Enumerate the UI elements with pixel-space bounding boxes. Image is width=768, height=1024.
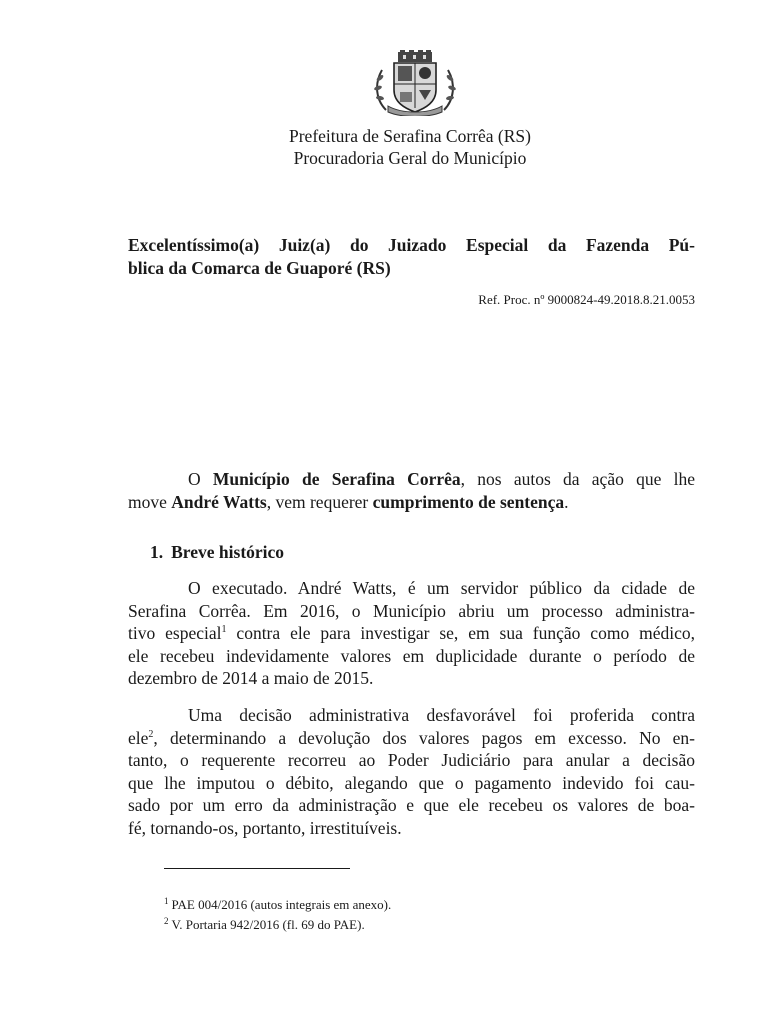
header-municipality: Prefeitura de Serafina Corrêa (RS) <box>289 126 531 146</box>
footnote-1: $^1$ PAE 004/2016 (autos integrais em anexo). <box>164 895 392 912</box>
header-department: Procuradoria Geral do Município <box>293 148 527 168</box>
footnote-separator <box>164 868 350 869</box>
intro-paragraph <box>128 468 695 513</box>
municipal-coat-of-arms-icon <box>372 50 458 116</box>
history-paragraph-2: Uma decisão administrativa desfavorável foi proferida contra ele$^2$, determinando a devolução dos valores pagos em excesso. No en- tanto, o requerente recorreu ao Poder Judiciário para anular a decisão que lhe imputou o débito, alegando que o pagamento indevido foi cau- sado por um erro da administração e que ele recebeu os valores de boa- fé, tornando-os, portanto, irrestituíveis. <box>128 705 695 838</box>
history-paragraph-1: O executado. André Watts, é um servidor público da cidade de Serafina Corrêa. Em 2016, o Município abriu um processo administra- tivo especial$^1$ contra ele para investigar se, em sua função como médico, ele recebeu indevidamente valores em duplicidade durante o período de dezembro de 2014 a maio de 2015. <box>128 578 695 688</box>
process-reference: Ref. Proc. nº 9000824-49.2018.8.21.0053 <box>478 292 695 307</box>
section-title: Breve histórico <box>171 542 285 562</box>
addressee-line-1: Excelentíssimo(a) Juiz(a) do Juizado Especial da Fazenda Pú- <box>128 235 695 255</box>
party-defendant: André Watts <box>171 491 267 512</box>
party-municipality: Município de Serafina Corrêa <box>212 469 461 489</box>
section-number: 1. <box>150 542 164 562</box>
intro-line-1: O Município de Serafina Corrêa, nos autos da ação que lhe <box>188 469 696 489</box>
intro-line-2: move André Watts, vem requerer cumprimento de sentença. <box>128 491 569 512</box>
footnote-ref-1[interactable]: 1 <box>221 624 227 636</box>
addressee-line-2: blica da Comarca de Guaporé (RS) <box>128 258 391 278</box>
request-type: cumprimento de sentença <box>372 491 565 512</box>
section-heading <box>150 541 284 563</box>
footnote-ref-2[interactable]: 2 <box>148 728 154 740</box>
addressee <box>128 234 695 280</box>
footnote-2: $^2$ V. Portaria 942/2016 (fl. 69 do PAE). <box>164 915 365 932</box>
